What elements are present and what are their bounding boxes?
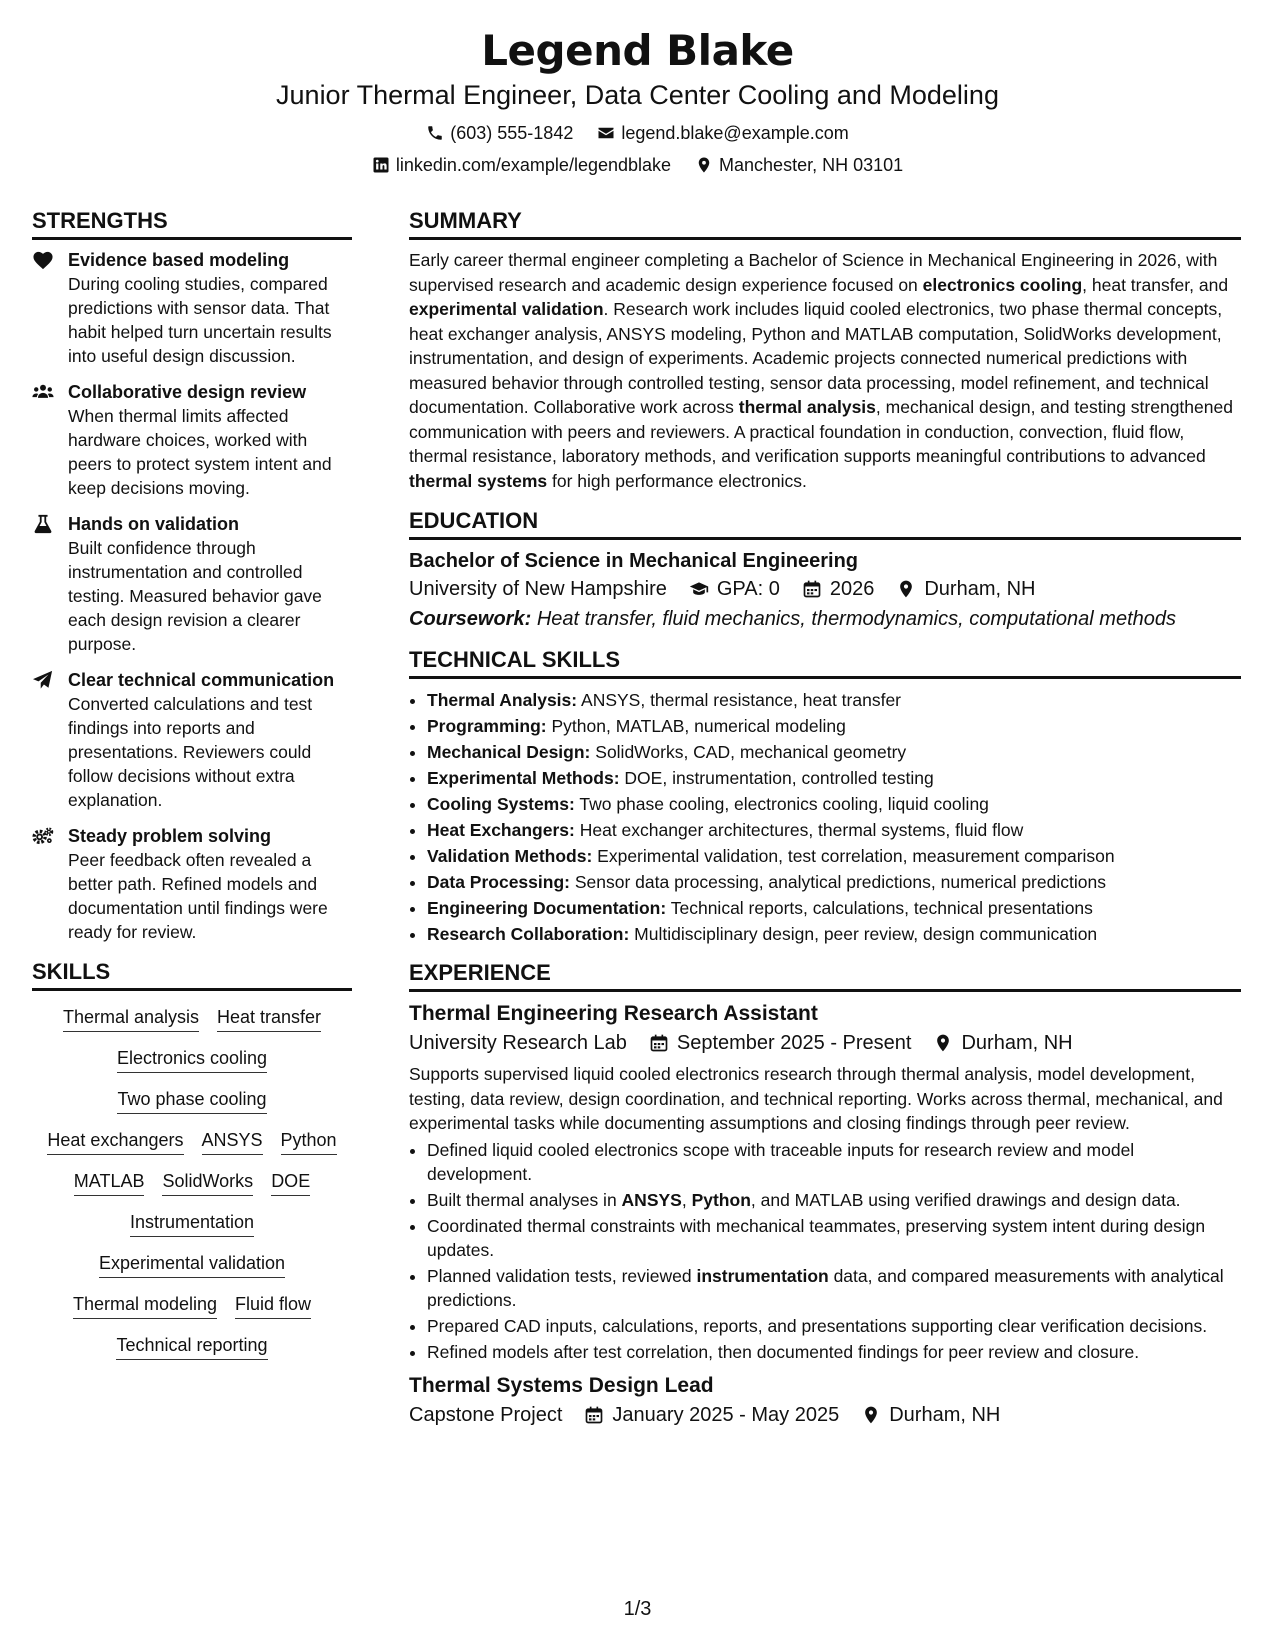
calendar-icon <box>649 1033 669 1053</box>
email-contact <box>597 122 848 144</box>
bullet-text: , and MATLAB using verified drawings and design data. <box>750 1189 1181 1210</box>
technical-skills-list <box>409 687 1241 947</box>
summary-keyword: electronics cooling <box>922 274 1083 295</box>
list-item <box>427 1138 1241 1186</box>
skills-section <box>32 958 352 1360</box>
skill-row <box>32 1005 352 1032</box>
job-meta <box>409 1028 1241 1058</box>
skill-chip: Heat transfer <box>217 1005 321 1032</box>
bullet-text: Refined models after test correlation, then documented findings for peer review and closure. <box>427 1341 1140 1362</box>
list-item <box>427 817 1241 843</box>
strength-title: Collaborative design review <box>68 382 307 402</box>
skill-chip: SolidWorks <box>162 1169 253 1196</box>
skill-row <box>32 1210 352 1237</box>
linkedin-icon <box>372 156 390 174</box>
list-item <box>427 765 1241 791</box>
list-item <box>427 869 1241 895</box>
skill-values: Two phase cooling, electronics cooling, liquid cooling <box>579 794 989 814</box>
coursework-line <box>409 604 1241 634</box>
skill-values: Heat exchanger architectures, thermal systems, fluid flow <box>579 820 1024 840</box>
summary-keyword: thermal analysis <box>738 397 876 417</box>
right-column <box>409 207 1241 1430</box>
list-item <box>427 1214 1241 1262</box>
skill-row <box>32 1128 352 1155</box>
gears-icon <box>32 826 56 848</box>
bullet-keyword: ANSYS <box>621 1189 682 1210</box>
map-pin-icon <box>695 156 713 174</box>
strength-item <box>32 512 352 656</box>
heart-icon <box>32 250 56 272</box>
linkedin-link[interactable]: linkedin.com/example/legendblake <box>395 155 672 175</box>
skill-row <box>32 1251 352 1278</box>
skill-row <box>32 1046 352 1073</box>
skill-chip: Experimental validation <box>99 1251 285 1278</box>
resume-header <box>0 0 1275 176</box>
skill-category: Engineering Documentation: <box>427 898 667 918</box>
skill-chip: Heat exchangers <box>47 1128 183 1155</box>
job-entry <box>409 1000 1241 1364</box>
skill-chip: Electronics cooling <box>117 1046 267 1073</box>
paper-plane-icon <box>32 670 56 692</box>
job-title-subtitle: Junior Thermal Engineer, Data Center Cooling and Modeling <box>276 80 999 110</box>
list-item <box>427 687 1241 713</box>
skill-values: SolidWorks, CAD, mechanical geometry <box>595 742 907 762</box>
skill-chip: Two phase cooling <box>117 1087 266 1114</box>
list-item <box>427 791 1241 817</box>
phone-text: (603) 555-1842 <box>450 123 574 143</box>
job-title: Thermal Engineering Research Assistant <box>409 1002 818 1025</box>
bullet-keyword: Python <box>691 1189 751 1210</box>
map-pin-icon <box>933 1033 953 1053</box>
bullet-text: , <box>681 1189 692 1210</box>
strength-item <box>32 248 352 368</box>
email-link[interactable]: legend.blake@example.com <box>621 123 849 143</box>
contact-row-2 <box>0 154 1275 176</box>
skill-values: Multidisciplinary design, peer review, design communication <box>634 924 1098 944</box>
job-location: Durham, NH <box>961 1032 1073 1054</box>
skill-values: Experimental validation, test correlation, measurement comparison <box>597 846 1115 866</box>
summary-text: Early career thermal engineer completing a Bachelor of Science in Mechanical Engineering in 2026, with supervised research and academic design experience focused on <box>409 250 1218 295</box>
skill-chip: Technical reporting <box>116 1333 267 1360</box>
skill-category: Data Processing: <box>427 872 570 892</box>
summary-text: , mechanical design, and testing strengthened communication with peers and reviewers. A practical foundation in conduction, convection, fluid flow, thermal resistance, laboratory methods, and verification supports meaningful contributions to advanced <box>409 397 1233 466</box>
skill-chip: Fluid flow <box>235 1292 311 1319</box>
summary-text: , heat transfer, and <box>1082 274 1229 295</box>
bullet-text: Defined liquid cooled electronics scope with traceable inputs for research review and model development. <box>427 1139 1135 1184</box>
calendar-icon <box>584 1405 604 1425</box>
bullet-text: Coordinated thermal constraints with mechanical teammates, preserving system intent during design updates. <box>427 1215 1206 1260</box>
strength-desc: Built confidence through instrumentation and controlled testing. Measured behavior gave each design revision a clearer purpose. <box>68 538 322 654</box>
skill-category: Validation Methods: <box>427 846 593 866</box>
skill-values: ANSYS, thermal resistance, heat transfer <box>581 690 902 710</box>
list-item <box>427 713 1241 739</box>
degree-title: Bachelor of Science in Mechanical Engineering <box>409 550 859 572</box>
strength-item <box>32 380 352 500</box>
list-item <box>427 1314 1241 1338</box>
strength-desc: When thermal limits affected hardware choices, worked with peers to protect system intent and keep decisions moving. <box>68 406 332 498</box>
skill-category: Cooling Systems: <box>427 794 575 814</box>
skill-row <box>32 1333 352 1360</box>
strength-title: Steady problem solving <box>68 826 272 846</box>
skill-values: DOE, instrumentation, controlled testing <box>624 768 934 788</box>
skill-row <box>32 1292 352 1319</box>
job-meta <box>409 1400 1241 1430</box>
summary-keyword: thermal systems <box>409 470 548 491</box>
phone-contact <box>426 122 573 144</box>
summary-text: for high performance electronics. <box>547 470 807 491</box>
skill-chip: Instrumentation <box>130 1210 254 1237</box>
skill-chip: MATLAB <box>74 1169 145 1196</box>
skill-category: Research Collaboration: <box>427 924 630 944</box>
strength-item <box>32 824 352 944</box>
skill-category: Thermal Analysis: <box>427 690 578 710</box>
job-title: Thermal Systems Design Lead <box>409 1373 714 1397</box>
map-pin-icon <box>861 1405 881 1425</box>
bullet-text: Built thermal analyses in <box>427 1189 622 1210</box>
skill-category: Mechanical Design: <box>427 742 591 762</box>
skill-chip: ANSYS <box>202 1128 263 1155</box>
skill-category: Programming: <box>427 716 547 736</box>
contact-row-1 <box>0 122 1275 144</box>
skill-row <box>32 1169 352 1196</box>
skill-row <box>32 1087 352 1114</box>
bullet-text: Planned validation tests, reviewed <box>427 1265 697 1286</box>
coursework-label: Coursework: <box>409 608 532 630</box>
envelope-icon <box>597 124 615 142</box>
job-org: University Research Lab <box>409 1032 627 1054</box>
list-item <box>427 739 1241 765</box>
education-heading: EDUCATION <box>409 507 1241 540</box>
job-org: Capstone Project <box>409 1403 563 1426</box>
school-name: University of New Hampshire <box>409 578 667 600</box>
list-item <box>427 843 1241 869</box>
technical-skills-heading: TECHNICAL SKILLS <box>409 646 1241 679</box>
job-location: Durham, NH <box>889 1403 1001 1426</box>
experience-heading: EXPERIENCE <box>409 959 1241 992</box>
summary-keyword: experimental validation <box>409 299 604 319</box>
coursework-text: Heat transfer, fluid mechanics, thermodynamics, computational methods <box>536 608 1177 630</box>
education-location: Durham, NH <box>924 578 1036 600</box>
skill-chip: Thermal modeling <box>73 1292 217 1319</box>
strength-title: Hands on validation <box>68 514 240 534</box>
list-item <box>427 1188 1241 1212</box>
summary-paragraph <box>409 248 1241 493</box>
job-dates: September 2025 - Present <box>676 1032 912 1054</box>
summary-text: . Research work includes liquid cooled electronics, two phase thermal concepts, heat exchanger analysis, ANSYS modeling, Python and MATLAB computation, SolidWorks development, instrumentation, and design of experiments. Academic projects connected numerical predictions with measured behavior through controlled testing, sensor data processing, model refinement, and technical documentation. Collaborative work across <box>409 299 1223 417</box>
flask-icon <box>32 514 56 536</box>
strength-desc: Converted calculations and test findings into reports and presentations. Reviewers could follow decisions without extra explanation. <box>68 694 313 810</box>
page-number: 1/3 <box>623 1598 652 1620</box>
skill-chip: DOE <box>271 1169 310 1196</box>
graduation-year: 2026 <box>829 578 875 600</box>
skills-heading: SKILLS <box>32 958 352 991</box>
job-dates: January 2025 - May 2025 <box>612 1403 840 1426</box>
gpa-text: GPA: 0 <box>716 578 780 600</box>
education-meta <box>409 574 1241 604</box>
skill-chip: Python <box>281 1128 337 1155</box>
list-item <box>427 921 1241 947</box>
strength-desc: Peer feedback often revealed a better path. Refined models and documentation until findings were ready for review. <box>68 850 328 942</box>
bullet-text: data, and compared measurements with analytical predictions. <box>427 1265 1224 1310</box>
left-column <box>32 207 352 1374</box>
location-contact <box>695 154 903 176</box>
list-item <box>427 895 1241 921</box>
job-bullets <box>409 1138 1241 1364</box>
map-pin-icon <box>896 579 916 599</box>
strength-title: Clear technical communication <box>68 670 335 690</box>
calendar-icon <box>802 579 822 599</box>
graduation-cap-icon <box>689 579 709 599</box>
candidate-name: Legend Blake <box>481 26 794 75</box>
summary-heading: SUMMARY <box>409 207 1241 240</box>
strength-desc: During cooling studies, compared predictions with sensor data. That habit helped turn uncertain results into useful design discussion. <box>68 274 332 366</box>
job-summary: Supports supervised liquid cooled electronics research through thermal analysis, model development, testing, data review, design coordination, and technical reporting. Works across thermal, mechanical, and experimental tasks while documenting assumptions and closing findings through peer review. <box>409 1064 1223 1133</box>
users-icon <box>32 382 56 404</box>
job-entry <box>409 1372 1241 1430</box>
strength-item <box>32 668 352 812</box>
location-text: Manchester, NH 03101 <box>719 155 904 175</box>
skill-values: Sensor data processing, analytical predictions, numerical predictions <box>574 872 1106 892</box>
phone-icon <box>426 124 444 142</box>
skill-category: Heat Exchangers: <box>427 820 575 840</box>
linkedin-contact <box>372 154 671 176</box>
list-item <box>427 1340 1241 1364</box>
strength-title: Evidence based modeling <box>68 250 290 270</box>
strengths-heading: STRENGTHS <box>32 207 352 240</box>
skill-values: Python, MATLAB, numerical modeling <box>551 716 846 736</box>
skill-chip: Thermal analysis <box>63 1005 199 1032</box>
bullet-text: Prepared CAD inputs, calculations, reports, and presentations supporting clear verification decisions. <box>427 1315 1208 1336</box>
bullet-keyword: instrumentation <box>696 1265 829 1286</box>
strengths-list <box>32 248 352 944</box>
list-item <box>427 1264 1241 1312</box>
skill-category: Experimental Methods: <box>427 768 620 788</box>
skill-values: Technical reports, calculations, technical presentations <box>670 898 1093 918</box>
